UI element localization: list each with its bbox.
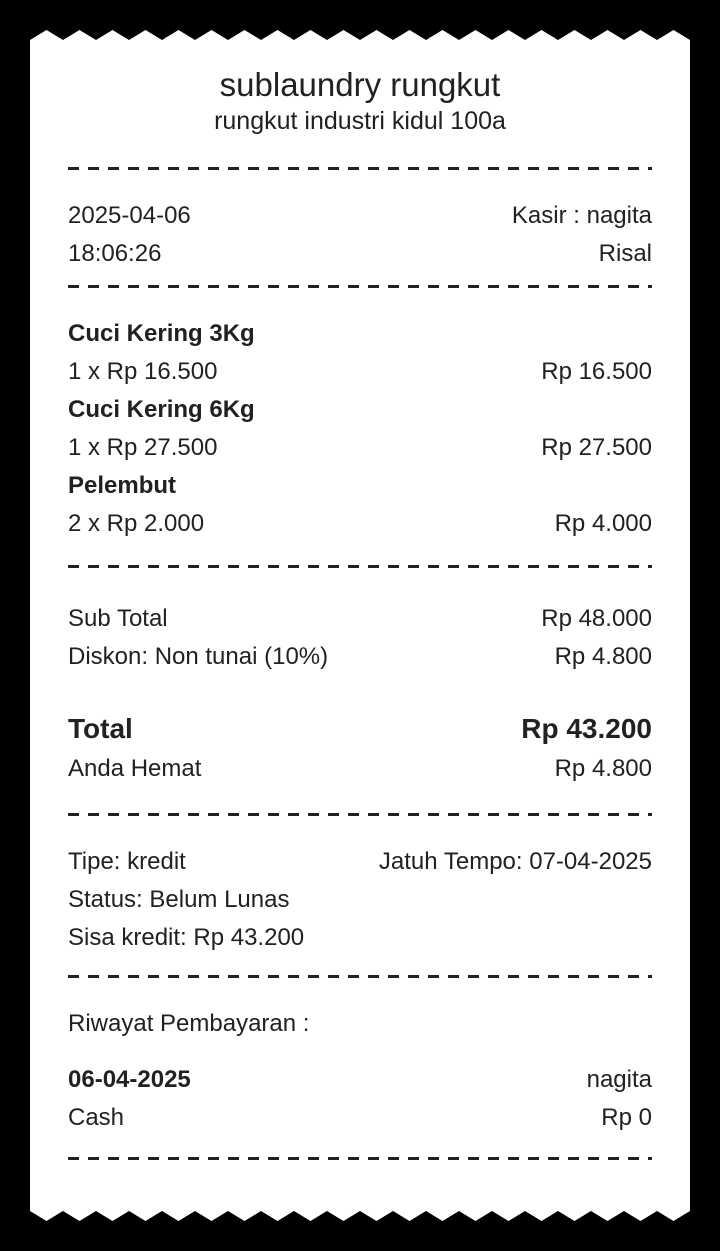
payment-entry-date: 06-04-2025 [68, 1066, 191, 1093]
item-amount: Rp 16.500 [541, 358, 652, 385]
subtotal-row [68, 600, 652, 638]
store-address: rungkut industri kidul 100a [214, 107, 506, 135]
discount-label: Diskon: Non tunai (10%) [68, 643, 329, 670]
receipt-header [68, 66, 652, 138]
divider [68, 565, 652, 568]
receipt-date: 2025-04-06 [68, 202, 191, 229]
item-amount: Rp 4.000 [554, 510, 652, 537]
savings-value: Rp 4.800 [554, 755, 652, 782]
payment-entry-date-row [68, 1061, 652, 1099]
list-item [68, 391, 652, 467]
total-label: Total [68, 713, 133, 744]
payment-entry-amount: Rp 0 [601, 1104, 652, 1131]
savings-label: Anda Hemat [68, 755, 202, 782]
payment-history-entry [68, 1061, 652, 1137]
payment-type: Tipe: kredit [68, 848, 186, 875]
store-name: sublaundry rungkut [219, 66, 501, 103]
receipt-paper [30, 40, 690, 1211]
item-qty-price: 1 x Rp 27.500 [68, 434, 218, 461]
payment-entry-method-row [68, 1099, 652, 1137]
payment-status: Status: Belum Lunas [68, 886, 290, 913]
payment-history-title: Riwayat Pembayaran : [68, 1010, 310, 1037]
item-qty-price: 2 x Rp 2.000 [68, 510, 205, 537]
divider [68, 975, 652, 978]
subtotal-label: Sub Total [68, 605, 168, 632]
payment-history-section [68, 1005, 652, 1137]
list-item [68, 315, 652, 391]
item-detail-row [68, 353, 652, 391]
customer-name: Risal [598, 240, 652, 267]
item-qty-price: 1 x Rp 16.500 [68, 358, 218, 385]
meta-row-date-cashier [68, 197, 652, 235]
receipt [30, 30, 690, 1221]
torn-edge-top-icon [30, 30, 690, 40]
credit-type-row [68, 843, 652, 881]
item-name: Cuci Kering 3Kg [68, 320, 255, 347]
discount-row [68, 638, 652, 676]
item-name: Cuci Kering 6Kg [68, 396, 255, 423]
payment-entry-by: nagita [586, 1066, 652, 1093]
credit-remaining-row [68, 919, 652, 957]
due-date: Jatuh Tempo: 07-04-2025 [378, 848, 652, 875]
cashier-name: Kasir : nagita [511, 202, 652, 229]
discount-value: Rp 4.800 [554, 643, 652, 670]
credit-status-row [68, 881, 652, 919]
payment-entry-method: Cash [68, 1104, 125, 1131]
item-amount: Rp 27.500 [541, 434, 652, 461]
total-row [68, 708, 652, 750]
divider [68, 285, 652, 288]
credit-info-section [68, 843, 652, 957]
torn-edge-bottom-icon [30, 1211, 690, 1221]
item-detail-row [68, 505, 652, 543]
divider [68, 1157, 652, 1160]
item-detail-row [68, 429, 652, 467]
remaining-credit: Sisa kredit: Rp 43.200 [68, 924, 305, 951]
savings-row [68, 750, 652, 788]
subtotal-value: Rp 48.000 [541, 605, 652, 632]
payment-history-title-row [68, 1005, 652, 1043]
receipt-time: 18:06:26 [68, 240, 162, 267]
divider [68, 167, 652, 170]
list-item [68, 467, 652, 543]
transaction-meta [68, 197, 652, 273]
totals-section [68, 600, 652, 788]
divider [68, 813, 652, 816]
item-list [68, 315, 652, 543]
meta-row-time-customer [68, 235, 652, 273]
total-value: Rp 43.200 [521, 713, 652, 744]
item-name: Pelembut [68, 472, 177, 499]
